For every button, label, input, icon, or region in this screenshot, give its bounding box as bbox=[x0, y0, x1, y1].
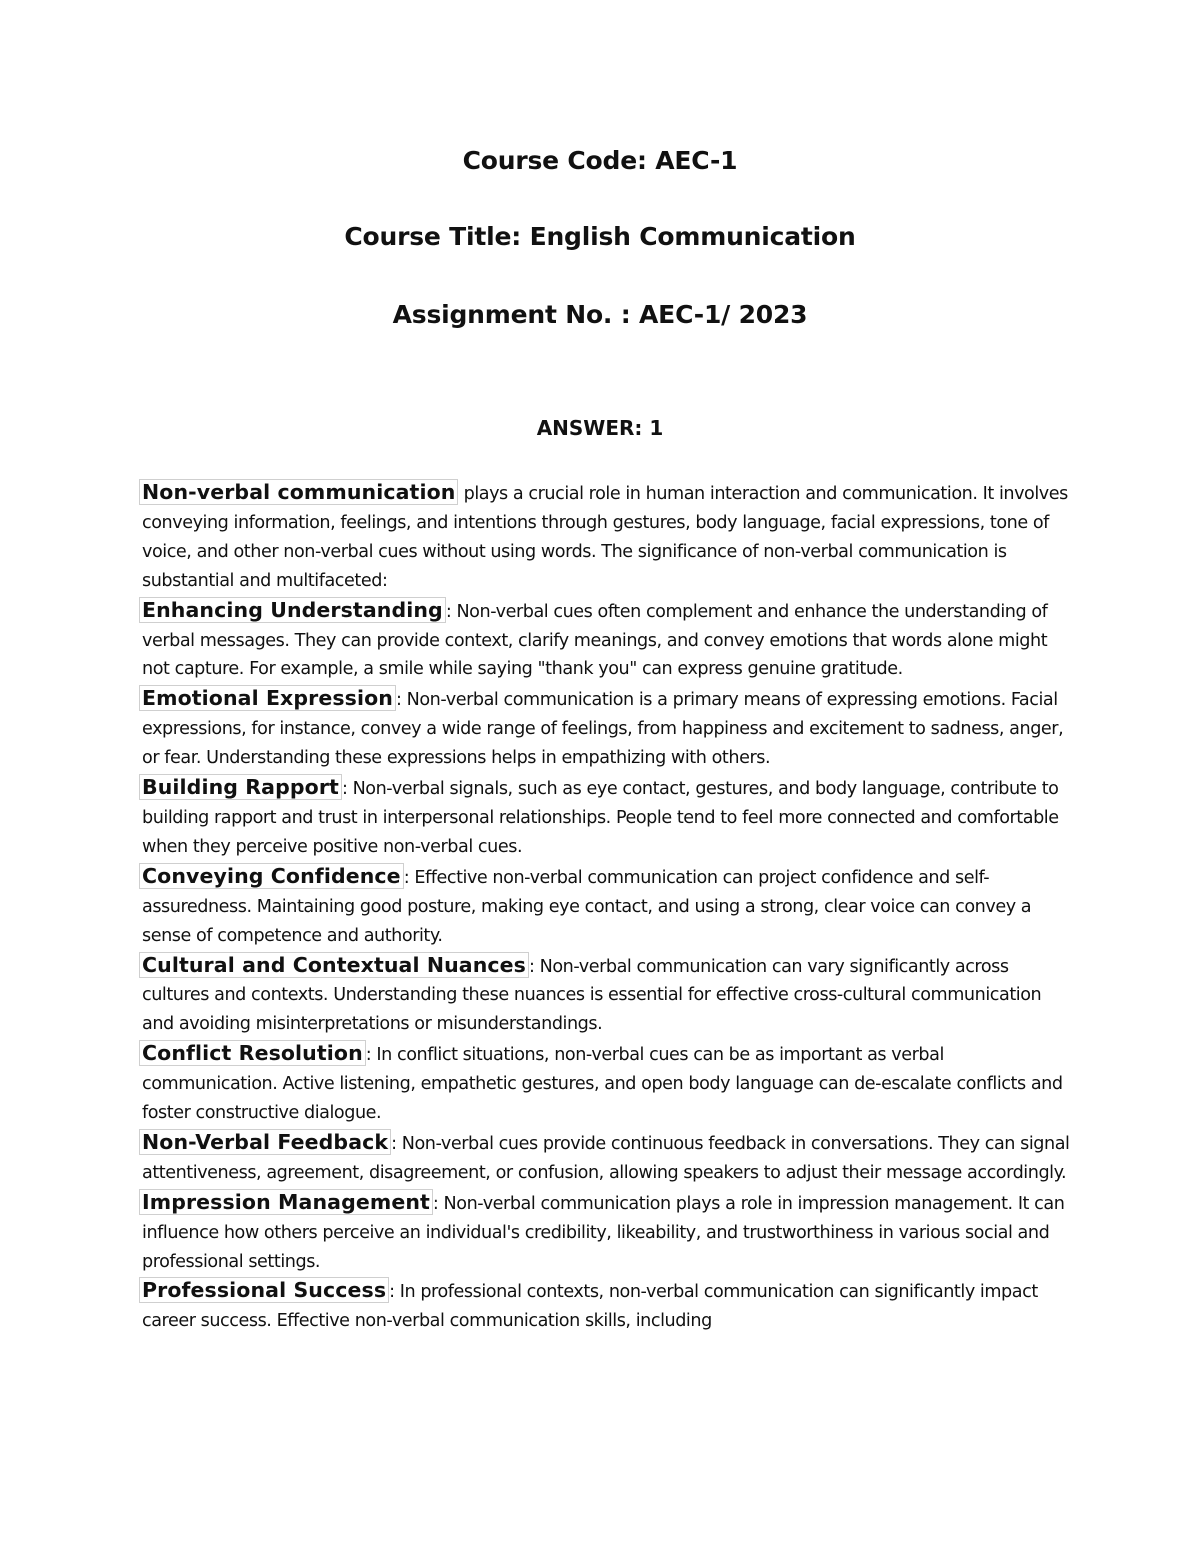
term-label: Impression Management bbox=[139, 1189, 433, 1215]
paragraph-text: Non-verbal cues often complement and enhance the understanding of verbal messages. They can provide context, clarify meanings, and convey emotions that words alone might not capture. For example, a smile while saying "thank you" can express genuine gratitude. bbox=[142, 601, 1048, 680]
term-separator: : bbox=[391, 1133, 397, 1154]
course-title-heading: Course Title: English Communication bbox=[344, 222, 856, 251]
paragraph-professional-success bbox=[142, 1276, 1072, 1336]
paragraph-text: Non-verbal communication is a primary means of expressing emotions. Facial expressions, for instance, convey a wide range of feelings, from happiness and excitement to sadness, anger, or fear. Understanding these expressions helps in empathizing with others. bbox=[142, 690, 1064, 769]
paragraph-text: plays a crucial role in human interaction and communication. It involves conveying information, feelings, and intentions through gestures, body language, facial expressions, tone of voice, and other non-verbal cues without using words. The significance of non-verbal communication is substantial and multifaceted: bbox=[142, 484, 1068, 591]
term-label: Enhancing Understanding bbox=[139, 597, 446, 623]
paragraph-impression-management bbox=[142, 1188, 1072, 1277]
paragraph-text: Non-verbal cues provide continuous feedback in conversations. They can signal attentiveness, agreement, disagreement, or confusion, allowing speakers to adjust their message accordingly. bbox=[142, 1133, 1070, 1183]
term-label: Conveying Confidence bbox=[139, 863, 404, 889]
paragraph-text: Non-verbal signals, such as eye contact, gestures, and body language, contribute to building rapport and trust in interpersonal relationships. People tend to feel more connected and comfortable when they perceive positive non-verbal cues. bbox=[142, 779, 1059, 857]
term-label: Emotional Expression bbox=[139, 685, 396, 711]
term-separator: : bbox=[403, 867, 410, 888]
term-label: Building Rapport bbox=[139, 774, 342, 800]
paragraph-text: Non-verbal communication can vary significantly across cultures and contexts. Understanding these nuances is essential for effective cross-cultural communication and avoiding misinterpretations or misunderstandings. bbox=[142, 956, 1042, 1035]
term-separator: : bbox=[395, 690, 402, 711]
answer-body bbox=[142, 478, 1072, 1336]
paragraph-non-verbal-communication bbox=[142, 478, 1072, 596]
paragraph-enhancing-understanding bbox=[142, 596, 1072, 685]
paragraph-conflict-resolution bbox=[142, 1039, 1072, 1128]
term-separator: : bbox=[445, 601, 452, 622]
paragraph-building-rapport bbox=[142, 773, 1072, 862]
term-label: Professional Success bbox=[139, 1277, 389, 1303]
term-separator: : bbox=[365, 1045, 372, 1066]
term-label: Non-Verbal Feedback bbox=[139, 1129, 391, 1155]
paragraph-cultural-contextual-nuances bbox=[142, 951, 1072, 1040]
term-separator: : bbox=[341, 779, 348, 800]
term-separator: : bbox=[528, 956, 535, 977]
paragraph-emotional-expression bbox=[142, 684, 1072, 773]
paragraph-text: In professional contexts, non-verbal communication can significantly impact career success. Effective non-verbal communication skills, including bbox=[142, 1282, 1038, 1332]
paragraph-conveying-confidence bbox=[142, 862, 1072, 951]
assignment-number-heading: Assignment No. : AEC-1/ 2023 bbox=[392, 300, 808, 329]
course-code-heading: Course Code: AEC-1 bbox=[462, 146, 738, 175]
term-label: Conflict Resolution bbox=[139, 1040, 366, 1066]
paragraph-text: Non-verbal communication plays a role in impression management. It can influence how others perceive an individual's credibility, likeability, and trustworthiness in various social and professional settings. bbox=[142, 1193, 1065, 1272]
paragraph-text: In conflict situations, non-verbal cues can be as important as verbal communication. Active listening, empathetic gestures, and open body language can de-escalate conflicts and foster constructive dialogue. bbox=[142, 1045, 1063, 1124]
answer-heading: ANSWER: 1 bbox=[536, 416, 664, 440]
paragraph-text: Effective non-verbal communication can project confidence and self-assuredness. Maintaining good posture, making eye contact, and using a strong, clear voice can convey a sense of competence and authority. bbox=[142, 867, 1032, 946]
term-label: Cultural and Contextual Nuances bbox=[139, 952, 529, 978]
term-separator: : bbox=[389, 1282, 395, 1303]
paragraph-non-verbal-feedback bbox=[142, 1128, 1072, 1188]
term-separator: : bbox=[432, 1193, 439, 1214]
term-label: Non-verbal communication bbox=[139, 479, 458, 505]
